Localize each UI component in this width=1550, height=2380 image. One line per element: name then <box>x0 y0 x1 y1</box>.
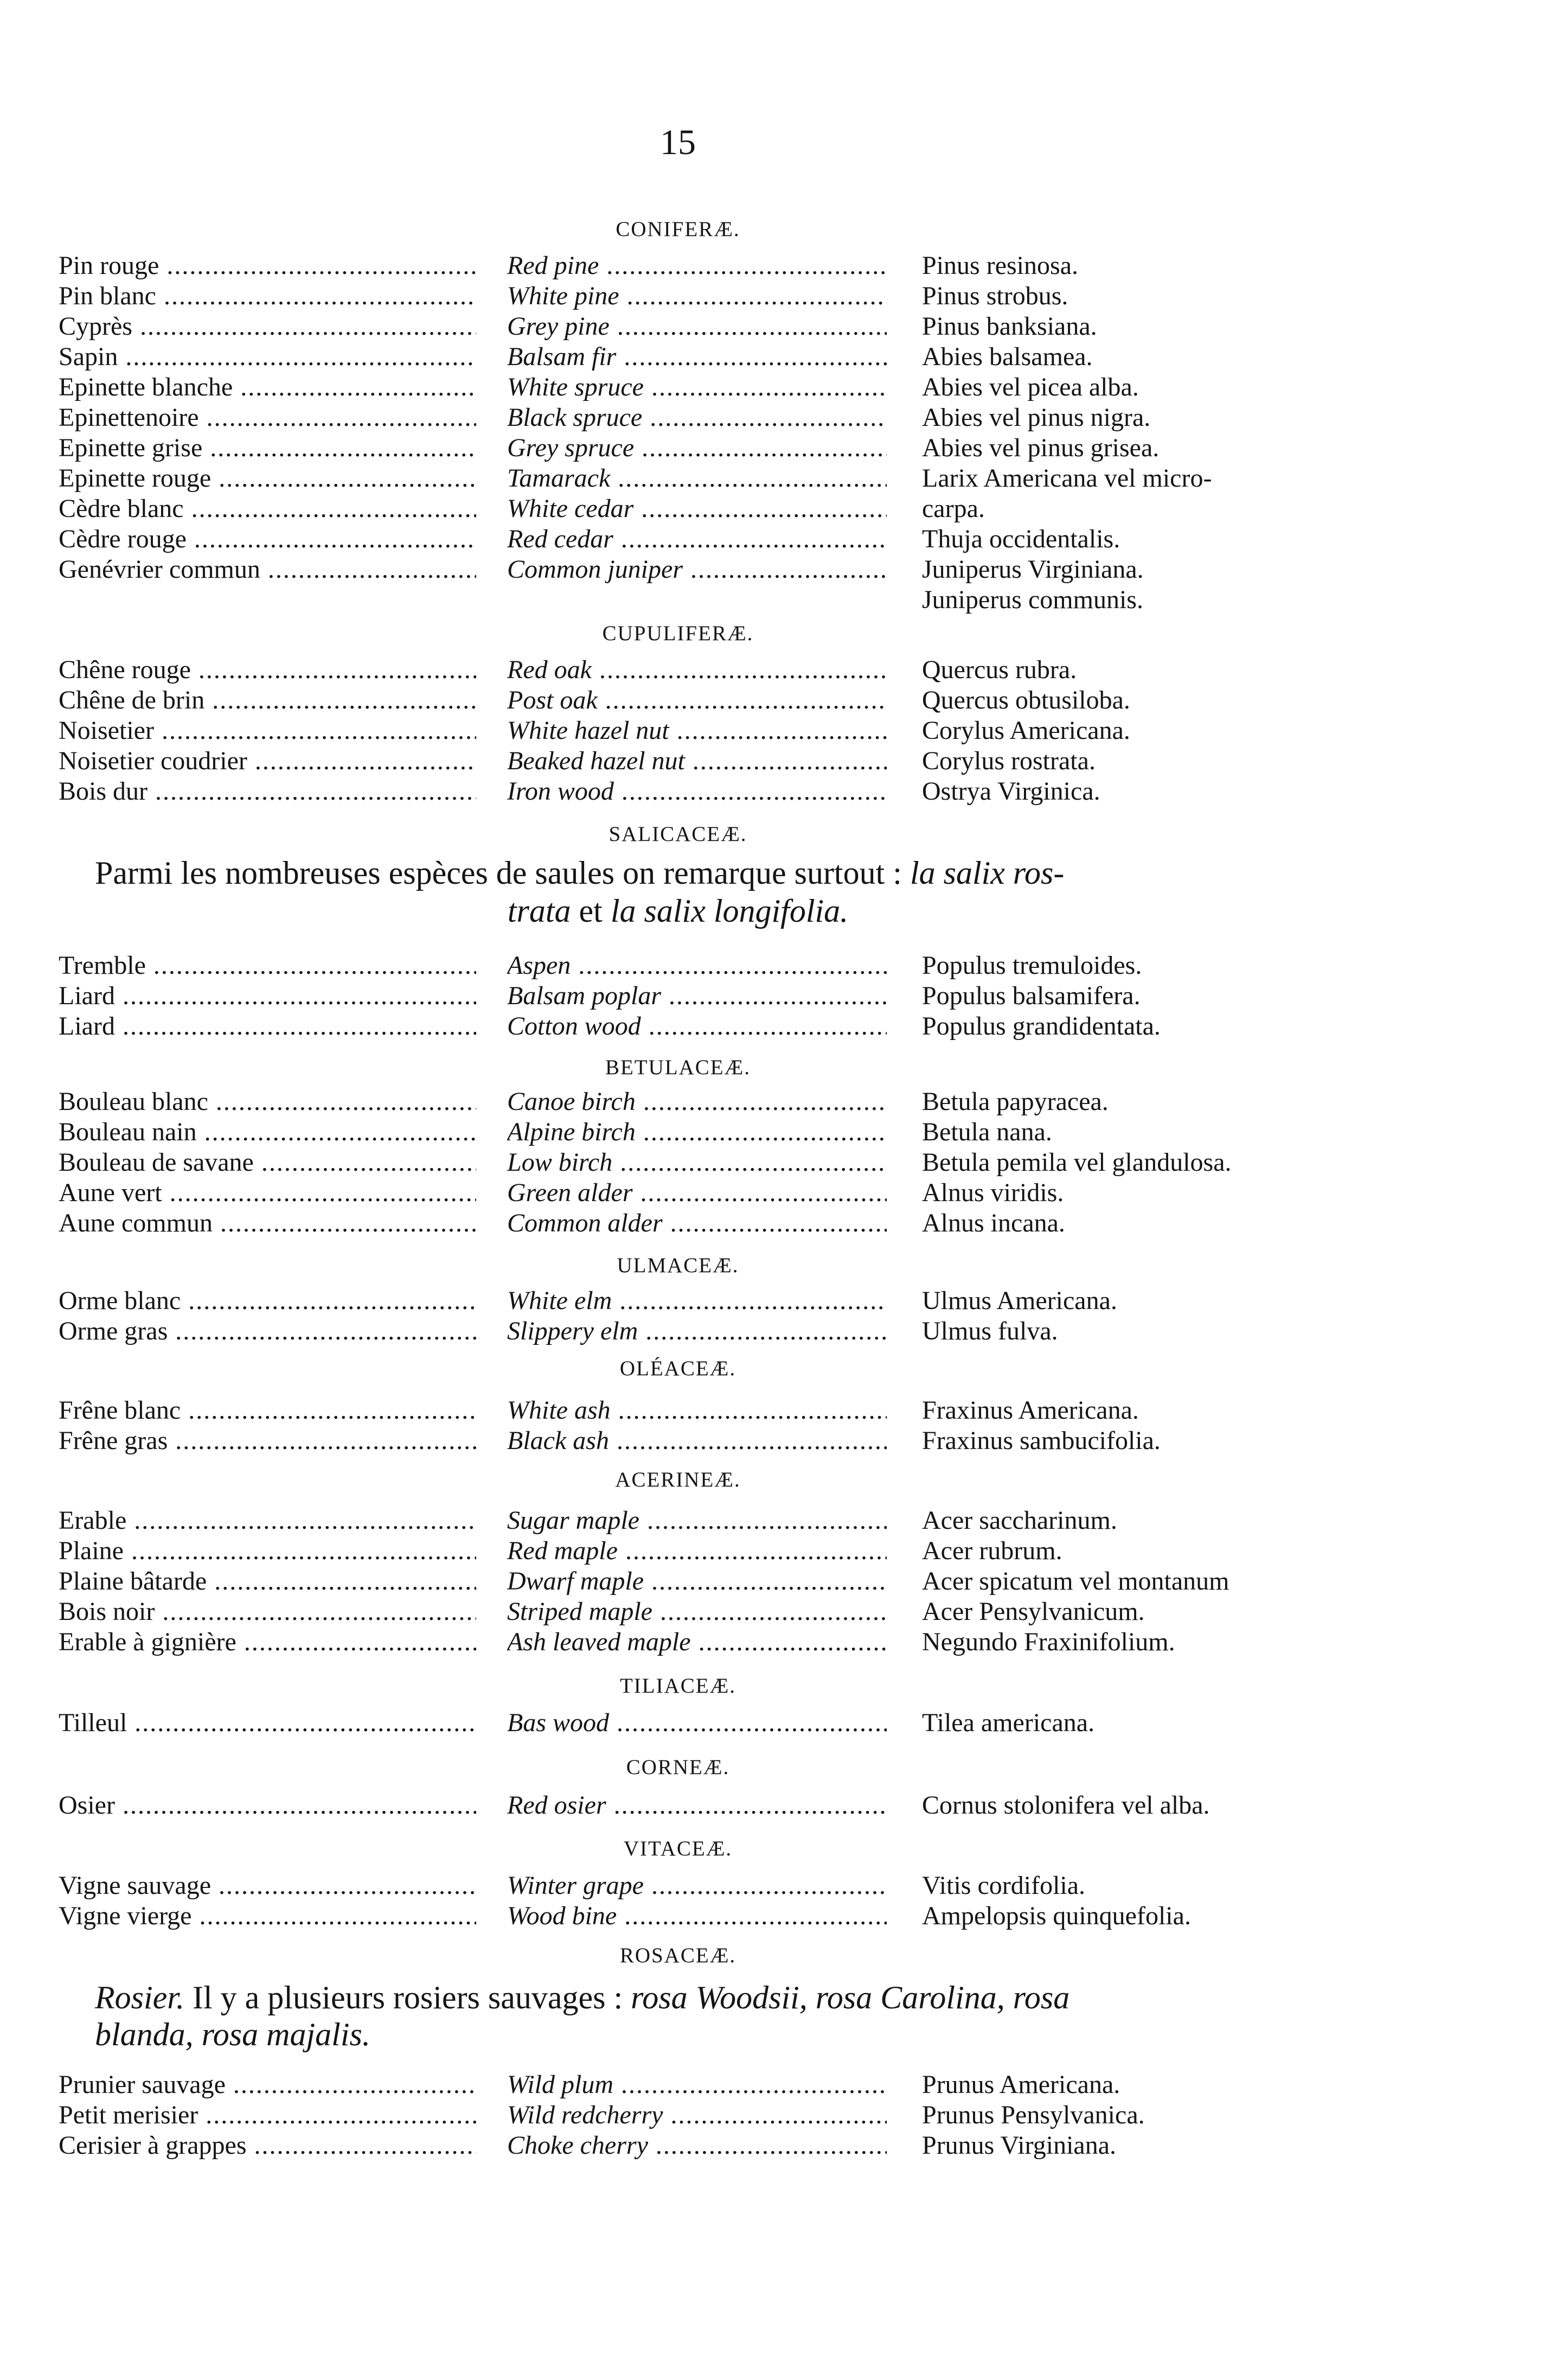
species-row <box>0 554 1550 585</box>
latin-name: Thuja occidentalis. <box>922 525 1120 553</box>
english-name: Striped maple ..... <box>507 1597 887 1627</box>
species-row <box>0 685 1550 716</box>
latin-name: Betula pemila vel glandulosa. <box>922 1148 1232 1177</box>
french-name: Epinette rouge ..... <box>59 463 476 494</box>
note-italic: rosa Woodsii, <box>631 1980 808 2015</box>
latin-name: Prunus Pensylvanica. <box>922 2101 1145 2129</box>
french-name: Bois noir ..... <box>59 1597 476 1627</box>
latin-name: Abies balsamea. <box>922 342 1093 371</box>
section-heading: TILIACEÆ. <box>619 1674 736 1698</box>
section-heading: CONIFERÆ. <box>616 218 740 241</box>
species-row <box>0 1117 1550 1147</box>
species-row <box>0 251 1550 281</box>
french-name: Prunier sauvage ..... <box>59 2070 476 2100</box>
latin-name: Ulmus fulva. <box>922 1317 1058 1345</box>
species-row <box>0 1566 1550 1597</box>
note-text: Il y a plusieurs rosiers sauvages : <box>184 1980 631 2015</box>
latin-name: Acer saccharinum. <box>922 1506 1117 1535</box>
section-heading: OLÉACEÆ. <box>619 1357 736 1380</box>
latin-name: Fraxinus sambucifolia. <box>922 1426 1161 1455</box>
french-name: Epinette blanche ..... <box>59 372 476 403</box>
english-name: Beaked hazel nut ..... <box>507 746 887 776</box>
species-row <box>0 494 1550 524</box>
species-row <box>0 746 1550 776</box>
english-name: White hazel nut ..... <box>507 716 887 746</box>
rosaceae-note-line-1 <box>95 1979 1321 2016</box>
species-row <box>0 1208 1550 1239</box>
species-row <box>0 1505 1550 1536</box>
salicaceae-note-line-2 <box>0 892 1356 930</box>
species-row <box>0 342 1550 372</box>
french-name: Bois dur ..... <box>59 776 476 807</box>
species-row <box>0 372 1550 403</box>
species-row <box>0 1790 1550 1821</box>
page-number: 15 <box>660 123 696 162</box>
species-row <box>0 1426 1550 1456</box>
species-row <box>0 716 1550 746</box>
english-name: Ash leaved maple ..... <box>507 1627 887 1657</box>
english-name: Common alder ..... <box>507 1208 887 1239</box>
french-name: Cèdre blanc ..... <box>59 494 476 524</box>
species-row <box>0 403 1550 433</box>
french-name: Tremble ..... <box>59 950 476 981</box>
species-row <box>0 1901 1550 1931</box>
note-italic: blanda, <box>95 2017 194 2052</box>
french-name: Chêne rouge ..... <box>59 655 476 685</box>
french-name: Pin rouge ..... <box>59 251 476 281</box>
english-name: White elm ..... <box>507 1286 887 1316</box>
species-row <box>0 950 1550 981</box>
english-name: Dwarf maple ..... <box>507 1566 887 1597</box>
english-name: Common juniper ..... <box>507 554 887 585</box>
english-name: Wood bine ..... <box>507 1901 887 1931</box>
latin-name: Quercus obtusiloba. <box>922 686 1130 714</box>
salicaceae-note-line-1 <box>95 854 1321 891</box>
species-row <box>0 1316 1550 1347</box>
english-name: Red cedar ..... <box>507 524 887 554</box>
species-row <box>0 1627 1550 1657</box>
note-italic: Rosier. <box>95 1980 184 2015</box>
latin-name: Quercus rubra. <box>922 655 1077 684</box>
species-row <box>0 1147 1550 1178</box>
species-row <box>0 981 1550 1011</box>
english-name: Red pine ..... <box>507 251 887 281</box>
latin-name: Acer Pensylvanicum. <box>922 1597 1145 1626</box>
latin-name: Abies vel pinus grisea. <box>922 433 1160 462</box>
latin-name: Alnus viridis. <box>922 1178 1064 1207</box>
species-row <box>0 1286 1550 1316</box>
latin-name: Acer spicatum vel montanum <box>922 1567 1229 1596</box>
english-name: Cotton wood ..... <box>507 1011 887 1042</box>
french-name: Plaine ..... <box>59 1536 476 1566</box>
french-name: Erable ..... <box>59 1505 476 1536</box>
english-name: Bas wood ..... <box>507 1708 887 1738</box>
species-row <box>0 2100 1550 2130</box>
english-name: Sugar maple ..... <box>507 1505 887 1536</box>
french-name: Orme blanc ..... <box>59 1286 476 1316</box>
english-name: Winter grape ..... <box>507 1871 887 1901</box>
latin-name: Pinus resinosa. <box>922 251 1078 280</box>
latin-name: Pinus banksiana. <box>922 312 1097 341</box>
french-name: Epinettenoire ..... <box>59 403 476 433</box>
section-heading: CUPULIFERÆ. <box>602 622 754 645</box>
note-text: et <box>571 893 611 929</box>
english-name: Tamarack ..... <box>507 463 887 494</box>
french-name: Bouleau nain ..... <box>59 1117 476 1147</box>
note-italic: trata <box>507 893 571 929</box>
species-row <box>0 1011 1550 1042</box>
french-name: Frêne gras ..... <box>59 1426 476 1456</box>
species-row <box>0 1178 1550 1208</box>
latin-name: Populus balsamifera. <box>922 981 1141 1010</box>
french-name: Liard ..... <box>59 1011 476 1042</box>
french-name: Aune commun ..... <box>59 1208 476 1239</box>
latin-name: Cornus stolonifera vel alba. <box>922 1791 1210 1820</box>
english-name: Black spruce ..... <box>507 403 887 433</box>
latin-name: Abies vel picea alba. <box>922 373 1139 401</box>
species-row <box>0 1597 1550 1627</box>
latin-name: Prunus Americana. <box>922 2070 1120 2099</box>
latin-name: Negundo Fraxinifolium. <box>922 1628 1175 1656</box>
latin-name: Juniperus communis. <box>922 585 1143 614</box>
english-name: Alpine birch ..... <box>507 1117 887 1147</box>
species-row <box>0 585 1550 615</box>
note-italic: la salix ros- <box>909 855 1065 891</box>
french-name: Genévrier commun ..... <box>59 554 476 585</box>
english-name: Red oak ..... <box>507 655 887 685</box>
french-name: Vigne sauvage ..... <box>59 1871 476 1901</box>
latin-name: Betula papyracea. <box>922 1087 1109 1116</box>
french-name: Sapin ..... <box>59 342 476 372</box>
english-name: White ash ..... <box>507 1395 887 1426</box>
species-row <box>0 463 1550 494</box>
note-italic: rosa <box>1013 1980 1070 2015</box>
species-row <box>0 311 1550 342</box>
french-name: Liard ..... <box>59 981 476 1011</box>
english-name: Green alder ..... <box>507 1178 887 1208</box>
latin-name: Corylus rostrata. <box>922 746 1096 775</box>
latin-name: Populus tremuloides. <box>922 951 1142 980</box>
french-name: Noisetier coudrier ..... <box>59 746 476 776</box>
latin-name: Ampelopsis quinquefolia. <box>922 1902 1191 1930</box>
french-name: Cyprès ..... <box>59 311 476 342</box>
english-name: Choke cherry ..... <box>507 2130 887 2161</box>
english-name: White cedar ..... <box>507 494 887 524</box>
french-name: Pin blanc ..... <box>59 281 476 311</box>
french-name: Petit merisier ..... <box>59 2100 476 2130</box>
species-row <box>0 524 1550 554</box>
french-name: Osier ..... <box>59 1790 476 1821</box>
french-name: Orme gras ..... <box>59 1316 476 1347</box>
latin-name: Ulmus Americana. <box>922 1286 1117 1315</box>
species-row <box>0 1871 1550 1901</box>
english-name: Balsam poplar ..... <box>507 981 887 1011</box>
note-italic: rosa majalis. <box>201 2017 370 2052</box>
french-name: Noisetier ..... <box>59 716 476 746</box>
species-row <box>0 1087 1550 1117</box>
english-name: Aspen ..... <box>507 950 887 981</box>
latin-name: Corylus Americana. <box>922 716 1130 745</box>
latin-name: Larix Americana vel micro- <box>922 464 1212 493</box>
species-row <box>0 2070 1550 2100</box>
section-heading: BETULACEÆ. <box>605 1056 751 1079</box>
species-row <box>0 281 1550 311</box>
french-name: Vigne vierge ..... <box>59 1901 476 1931</box>
english-name: Balsam fir ..... <box>507 342 887 372</box>
section-heading: SALICACEÆ. <box>609 822 747 846</box>
french-name: Cerisier à grappes ..... <box>59 2130 476 2161</box>
latin-name: Abies vel pinus nigra. <box>922 403 1151 432</box>
species-row <box>0 1708 1550 1738</box>
english-name: Iron wood ..... <box>507 776 887 807</box>
latin-name: Betula nana. <box>922 1118 1052 1146</box>
section-heading: CORNEÆ. <box>626 1756 730 1779</box>
french-name: Bouleau blanc ..... <box>59 1087 476 1117</box>
section-heading: ULMACEÆ. <box>617 1254 739 1277</box>
latin-name: Populus grandidentata. <box>922 1012 1161 1041</box>
english-name: Wild redcherry ..... <box>507 2100 887 2130</box>
species-row <box>0 1536 1550 1566</box>
english-name: Black ash ..... <box>507 1426 887 1456</box>
french-name: Epinette grise ..... <box>59 433 476 463</box>
french-name: Aune vert ..... <box>59 1178 476 1208</box>
species-row <box>0 776 1550 807</box>
english-name: Low birch ..... <box>507 1147 887 1178</box>
french-name: Plaine bâtarde ..... <box>59 1566 476 1597</box>
latin-name: carpa. <box>922 494 985 523</box>
species-row <box>0 655 1550 685</box>
english-name: Post oak ..... <box>507 685 887 716</box>
english-name: Red osier ..... <box>507 1790 887 1821</box>
latin-name: Fraxinus Americana. <box>922 1396 1139 1425</box>
species-row <box>0 2130 1550 2161</box>
english-name: White spruce ..... <box>507 372 887 403</box>
english-name: Slippery elm ..... <box>507 1316 887 1347</box>
section-heading: ACERINEÆ. <box>615 1468 741 1491</box>
species-row <box>0 1395 1550 1426</box>
english-name: Grey pine ..... <box>507 311 887 342</box>
french-name: Tilleul ..... <box>59 1708 476 1738</box>
latin-name: Vitis cordifolia. <box>922 1871 1086 1900</box>
french-name: Cèdre rouge ..... <box>59 524 476 554</box>
english-name: Red maple ..... <box>507 1536 887 1566</box>
note-italic: la salix longifolia. <box>610 893 849 929</box>
rosaceae-note-line-2 <box>95 2016 1321 2053</box>
english-name: Canoe birch ..... <box>507 1087 887 1117</box>
note-italic: rosa Carolina, <box>815 1980 1005 2015</box>
french-name: Chêne de brin ..... <box>59 685 476 716</box>
english-name: Wild plum ..... <box>507 2070 887 2100</box>
section-heading: VITACEÆ. <box>623 1837 733 1860</box>
french-name: Erable à gignière ..... <box>59 1627 476 1657</box>
french-name: Frêne blanc ..... <box>59 1395 476 1426</box>
latin-name: Alnus incana. <box>922 1209 1065 1237</box>
section-heading: ROSACEÆ. <box>619 1944 736 1967</box>
english-name: Grey spruce ..... <box>507 433 887 463</box>
english-name: White pine ..... <box>507 281 887 311</box>
latin-name: Prunus Virginiana. <box>922 2131 1117 2160</box>
species-row <box>0 433 1550 463</box>
note-text: Parmi les nombreuses espèces de saules on remarque surtout : <box>95 855 910 891</box>
latin-name: Pinus strobus. <box>922 282 1068 310</box>
latin-name: Ostrya Virginica. <box>922 777 1100 806</box>
latin-name: Juniperus Virginiana. <box>922 555 1144 584</box>
latin-name: Tilea americana. <box>922 1708 1095 1737</box>
french-name: Bouleau de savane ..... <box>59 1147 476 1178</box>
latin-name: Acer rubrum. <box>922 1536 1062 1565</box>
